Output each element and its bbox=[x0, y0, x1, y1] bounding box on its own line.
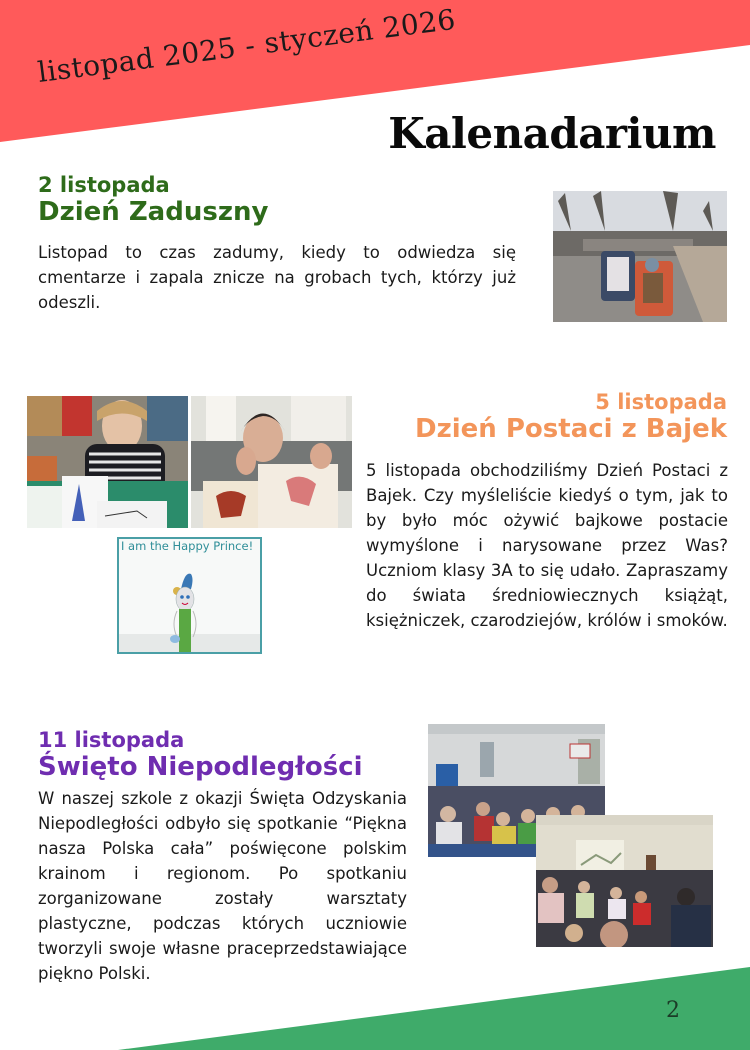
section-1-title: Dzień Zaduszny bbox=[38, 197, 269, 227]
photo-cemetery bbox=[553, 191, 727, 322]
section-2-title: Dzień Postaci z Bajek bbox=[415, 414, 727, 444]
photo-happy-prince bbox=[117, 537, 262, 654]
section-2-body: 5 listopada obchodziliśmy Dzień Postaci z Bajek. Czy myśleliście kiedyś o tym, jak to by było móc ożywić bajkowe postacie wymyślone i narysowane przez Was? Uczniom klasy 3A to się udało. Zapraszamy do świata średniowiecznych książąt, księżniczek, czarodziejów, królów i smoków. bbox=[366, 461, 728, 630]
footer-green-band bbox=[0, 960, 750, 1050]
page-title: Kalenadarium bbox=[388, 109, 716, 158]
section-3-body: W naszej szkole z okazji Święta Odzyskania Niepodległości odbyło się spotkanie “Piękna nasza Polska cała” poświęcone polskim krainom i regionom. Po spotkaniu zorganizowane zostały warsztaty plastyczne, podczas których uczniowie tworzyli swoje własne praceprzedstawiające piękno Polski. bbox=[38, 789, 407, 983]
section-3-title: Święto Niepodległości bbox=[38, 752, 363, 782]
photo-students-presentation bbox=[536, 815, 713, 947]
section-3-date: 11 listopada bbox=[38, 728, 185, 752]
page-number: 2 bbox=[666, 998, 680, 1023]
section-1-date: 2 listopada bbox=[38, 173, 170, 197]
happy-prince-caption: I am the Happy Prince! bbox=[121, 539, 254, 553]
issue-date-range: listopad 2025 - styczeń 2026 bbox=[35, 2, 458, 89]
photo-girl-wizard-drawing bbox=[27, 396, 188, 528]
section-2-date: 5 listopada bbox=[595, 390, 727, 414]
photo-boy-dragon-drawings bbox=[191, 396, 352, 528]
section-1-body: Listopad to czas zadumy, kiedy to odwiedza się cmentarze i zapala znicze na grobach tych, którzy już odeszli. bbox=[38, 243, 516, 312]
